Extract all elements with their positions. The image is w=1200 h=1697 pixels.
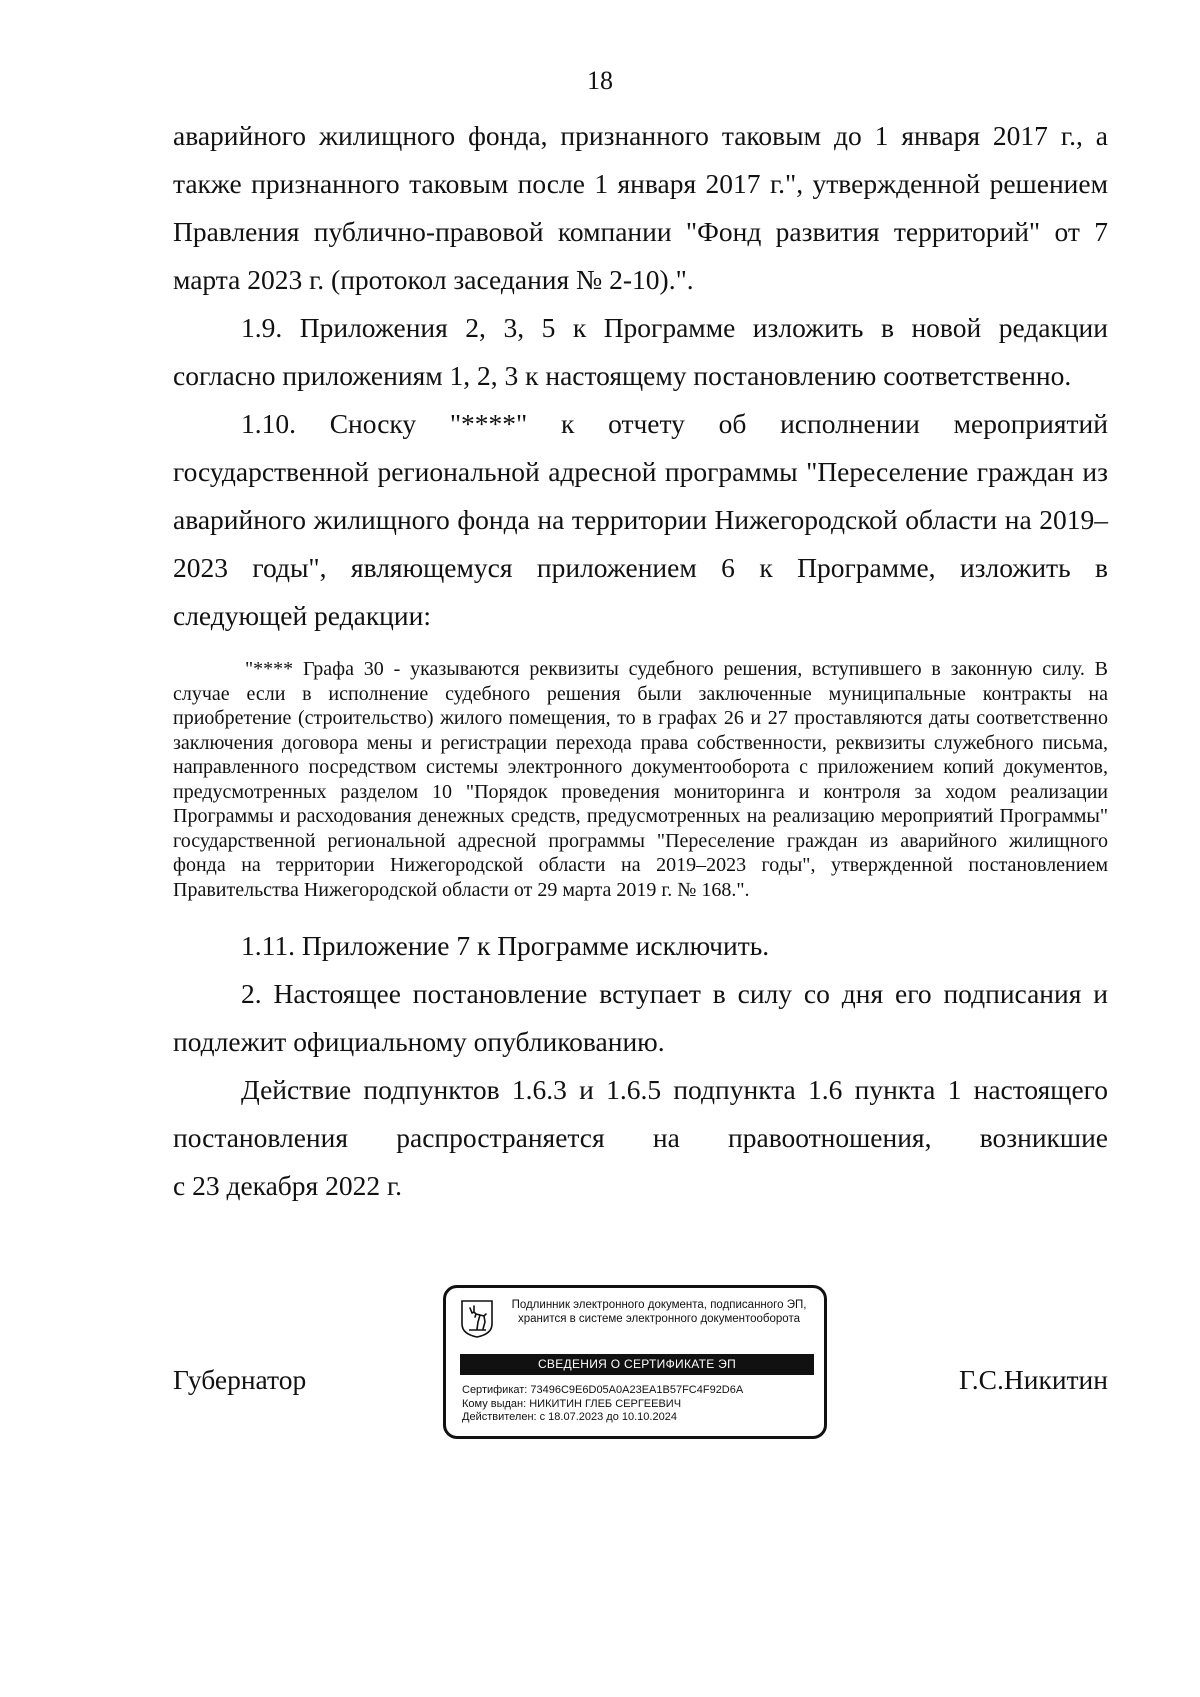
electronic-signature-stamp — [443, 1285, 827, 1439]
certificate-number: Сертификат: 73496C9E6D05A0A23EA1B57FC4F92D6A — [462, 1384, 744, 1396]
certificate-header: СВЕДЕНИЯ О СЕРТИФИКАТЕ ЭП — [460, 1354, 814, 1375]
paragraph-effect-line-2: постановления распространяется на правоотношения, возникшие — [173, 1122, 1108, 1153]
certificate-validity: Действителен: с 18.07.2023 до 10.10.2024 — [462, 1411, 677, 1423]
paragraph-effect-line-1: Действие подпунктов 1.6.3 и 1.6.5 подпункта 1.6 пункта 1 настоящего — [241, 1074, 1108, 1105]
paragraph-effect-line-3: с 23 декабря 2022 г. — [173, 1170, 402, 1201]
document-body — [173, 112, 1108, 1210]
certificate-owner: Кому выдан: НИКИТИН ГЛЕБ СЕРГЕЕВИЧ — [462, 1397, 682, 1410]
certificate-details — [462, 1384, 743, 1425]
paragraph-1-9: 1.9. Приложения 2, 3, 5 к Программе изложить в новой редакции согласно приложениям 1, 2, 3 к настоящему постановлению соответственно. — [173, 312, 1108, 391]
stamp-caption: Подлинник электронного документа, подписанного ЭП, хранится в системе электронного документооборота — [511, 1299, 807, 1325]
paragraph-1-10: 1.10. Сноску "****" к отчету об исполнении мероприятий государственной региональной адресной программы "Переселение граждан из аварийного жилищного фонда на территории Нижегородской области на 2019–2023 годы", являющемуся приложением 6 к Программе, изложить в следующей редакции: — [173, 408, 1108, 631]
signature-block — [173, 1285, 1108, 1445]
paragraph-continuation: аварийного жилищного фонда, признанного таковым до 1 января 2017 г., а также признанного таковым после 1 января 2017 г.", утвержденной решением Правления публично-правовой компании "Фонд развития территорий" от 7 марта 2023 г. (протокол заседания № 2-10).". — [173, 120, 1108, 295]
footnote-quote: "**** Графа 30 - указываются реквизиты судебного решения, вступившего в законную силу. В случае если в исполнение судебного решения были заключенные муниципальные контракты на приобретение (строительство) жилого помещения, то в графах 26 и 27 проставляются даты соответственно заключения договора мены и регистрации перехода права собственности, реквизиты служебного письма, направленного посредством системы электронного документооборота с приложением копий документов, предусмотренных разделом 10 "Порядок проведения мониторинга и контроля за ходом реализации Программы и расходования денежных средств, предусмотренных на реализацию мероприятий Программы" государственной региональной адресной программы "Переселение граждан из аварийного жилищного фонда на территории Нижегородской области на 2019–2023 годы", утвержденной постановлением Правительства Нижегородской области от 29 марта 2019 г. № 168.". — [173, 658, 1108, 901]
paragraph-2: 2. Настоящее постановление вступает в силу со дня его подписания и подлежит официальному опубликованию. — [173, 978, 1108, 1057]
signatory-name: Г.С.Никитин — [959, 1364, 1108, 1395]
paragraph-1-11: 1.11. Приложение 7 к Программе исключить. — [241, 930, 770, 961]
deer-emblem-icon — [460, 1300, 494, 1338]
signatory-role: Губернатор — [173, 1364, 307, 1395]
page-number: 18 — [587, 66, 613, 95]
